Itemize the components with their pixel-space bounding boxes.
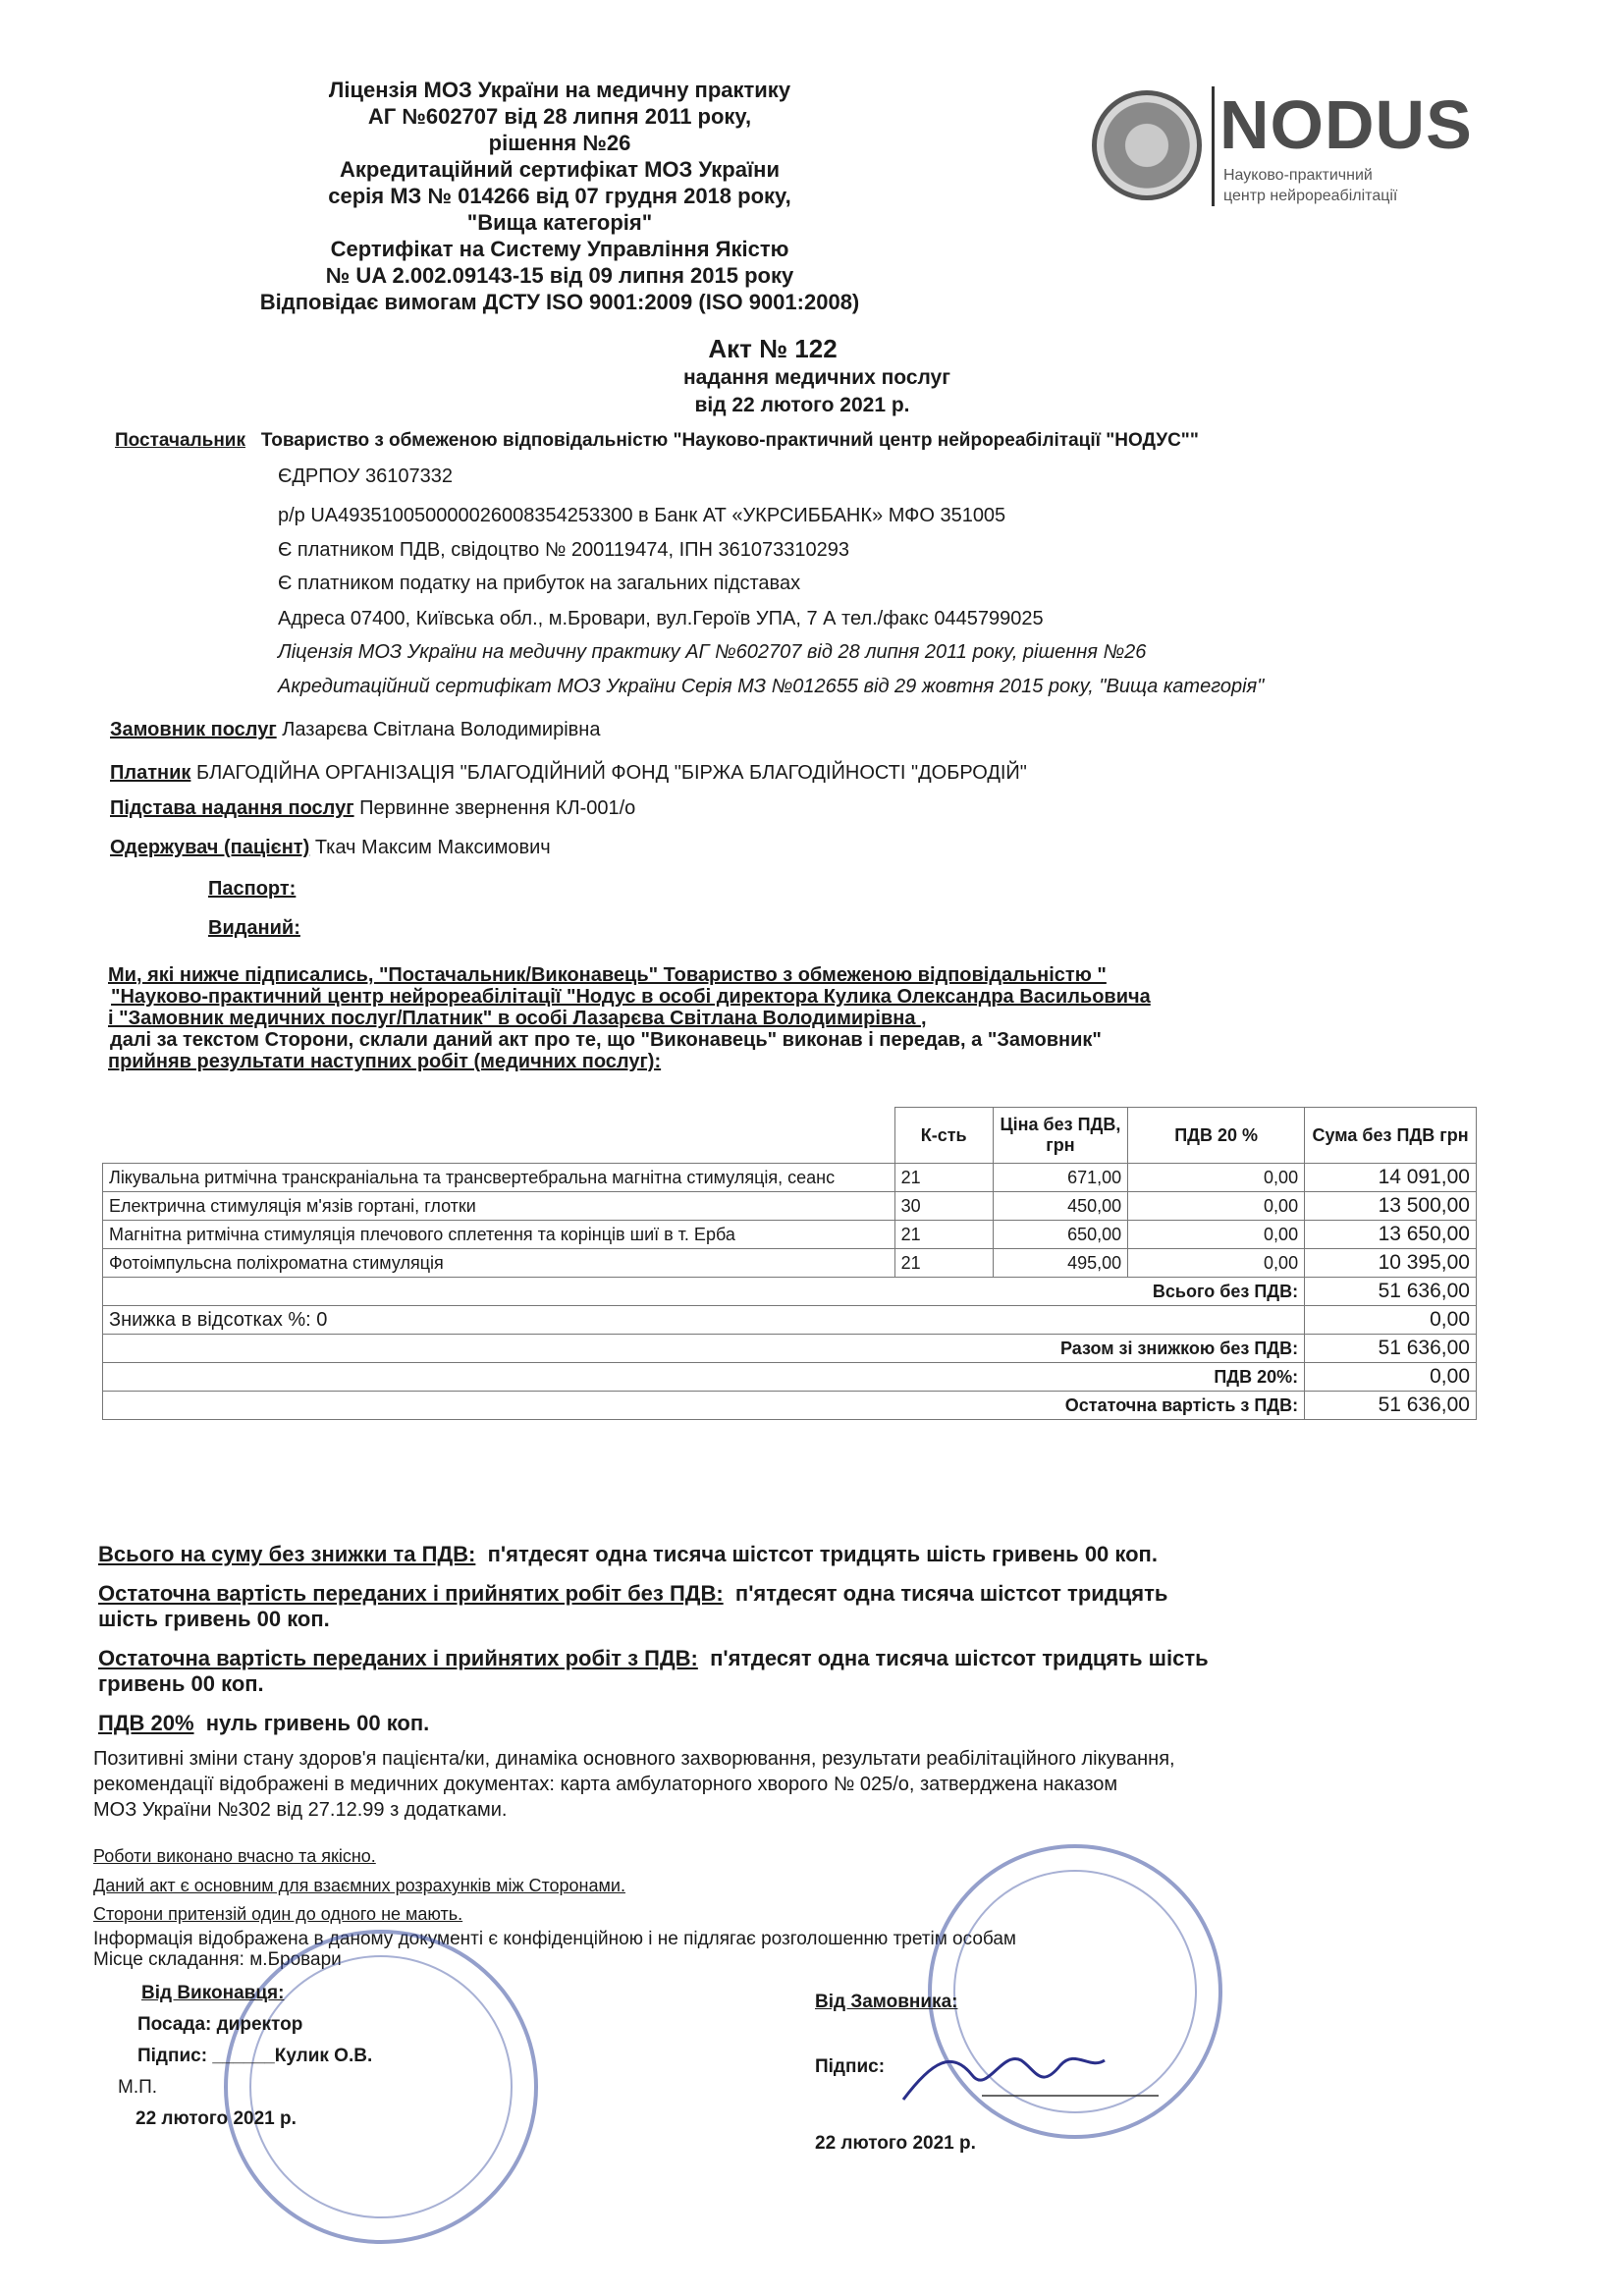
after-discount-label: Разом зі знижкою без ПДВ: [103, 1335, 1305, 1363]
supplier-vat: Є платником ПДВ, свідоцтво № 200119474, ІПН 361073310293 [278, 539, 849, 561]
notes-line: Позитивні зміни стану здоров'я пацієнта/ки, динаміка основного захворювання, результати реабілітаційного лікування, [93, 1748, 1175, 1770]
table-header: Ціна без ПДВ, грн [993, 1108, 1127, 1164]
header-line: рішення №26 [488, 131, 631, 155]
after-discount-value: 51 636,00 [1305, 1335, 1477, 1363]
table-header [103, 1108, 895, 1164]
service-vat: 0,00 [1128, 1192, 1305, 1221]
supplier-line [115, 430, 1199, 452]
table-header: ПДВ 20 % [1128, 1108, 1305, 1164]
confidentiality-note: Інформація відображена в даному документі є конфіденційною і не підлягає розголошенню третім особам [93, 1929, 1016, 1949]
supplier-label: Постачальник [115, 430, 245, 451]
supplier-sign-label: Від Виконавця: [141, 1983, 285, 2003]
sum-row [98, 1542, 1316, 1567]
sum-label: Всього на суму без знижки та ПДВ: [98, 1542, 476, 1566]
table-row [103, 1192, 1477, 1221]
service-qty: 30 [894, 1192, 993, 1221]
supplier-account: р/р UA493510050000026008354253300 в Банк АТ «УКРСИББАНК» МФО 351005 [278, 505, 1006, 526]
supplier-edrpou: ЄДРПОУ 36107332 [278, 465, 453, 487]
service-name: Електрична стимуляція м'язів гортані, глотки [103, 1192, 895, 1221]
customer-sign-label: Від Замовника: [815, 1992, 958, 2012]
place-of-signing: Місце складання: м.Бровари [93, 1949, 342, 1970]
recipient-label: Одержувач (пацієнт) [110, 837, 310, 858]
recipient-line [110, 837, 551, 859]
act-title: Акт № 122 [708, 334, 838, 363]
sum-row [98, 1581, 1316, 1632]
logo-name: NODUS [1219, 86, 1473, 163]
header-line: АГ №602707 від 28 липня 2011 року, [367, 104, 752, 129]
confirmations [93, 1846, 1016, 1970]
service-sum: 14 091,00 [1305, 1164, 1477, 1192]
customer-signature-block [815, 1992, 976, 2155]
header-line: Сертифікат на Систему Управління Якістю [330, 237, 789, 261]
act-title-block [0, 334, 1624, 419]
header-line: серія МЗ № 014266 від 07 грудня 2018 року, [328, 184, 791, 208]
service-name: Магнітна ритмічна стимуляція плечового сплетення та корінців шиї в т. Ерба [103, 1221, 895, 1249]
logo-divider [1212, 86, 1215, 206]
discount-row [103, 1306, 1477, 1335]
supplier-signature: Підпис: ______Кулик О.В. [137, 2046, 373, 2066]
total-row [103, 1278, 1477, 1306]
service-name: Лікувальна ритмічна транскраніальна та трансвертебральна магнітна стимуляція, сеанс [103, 1164, 895, 1192]
paragraph-line: далі за текстом Сторони, склали даний акт про те, що "Виконавець" виконав і передав, а "Замовник" [110, 1029, 1102, 1051]
basis-line [110, 797, 635, 820]
confirmation-line: Даний акт є основним для взаємних розрахунків між Сторонами. [93, 1876, 625, 1895]
discount-value: 0,00 [1305, 1306, 1477, 1335]
basis-value: Первинне звернення КЛ-001/о [359, 797, 636, 819]
passport-label: Паспорт: [208, 878, 297, 900]
issued-label: Виданий: [208, 917, 300, 939]
sum-words: п'ятдесят одна тисяча шістсот тридцять шість [710, 1646, 1209, 1670]
customer-label: Замовник послуг [110, 719, 277, 740]
customer-signature-label: Підпис: [815, 2056, 886, 2077]
service-sum: 10 395,00 [1305, 1249, 1477, 1278]
supplier-address: Адреса 07400, Київська обл., м.Бровари, вул.Героїв УПА, 7 А тел./факс 0445799025 [278, 608, 1044, 629]
service-sum: 13 650,00 [1305, 1221, 1477, 1249]
header-line: Акредитаційний сертифікат МОЗ України [340, 157, 780, 182]
service-vat: 0,00 [1128, 1221, 1305, 1249]
paragraph-line: і "Замовник медичних послуг/Платник" в особі Лазарєва Світлана Володимирівна , [108, 1008, 927, 1029]
service-name: Фотоімпульсна поліхроматна стимуляція [103, 1249, 895, 1278]
sum-row [98, 1711, 1316, 1736]
paragraph-line: Ми, які нижче підписались, "Постачальник/Виконавець" Товариство з обмеженою відповідальністю " [108, 964, 1107, 986]
paragraph-line: прийняв результати наступних робіт (медичних послуг): [108, 1051, 662, 1072]
table-header-row [103, 1108, 1477, 1164]
sum-words: п'ятдесят одна тисяча шістсот тридцять шість гривень 00 коп. [487, 1542, 1158, 1566]
supplier-license: Ліцензія МОЗ України на медичну практику АГ №602707 від 28 липня 2011 року, рішення №26 [278, 641, 1147, 663]
payer-line [110, 762, 1027, 785]
service-sum: 13 500,00 [1305, 1192, 1477, 1221]
table-row [103, 1249, 1477, 1278]
after-discount-row [103, 1335, 1477, 1363]
paragraph-line: "Науково-практичний центр нейрореабілітації "Нодус в особі директора Кулика Олександра Васильовича [111, 986, 1151, 1008]
service-price: 650,00 [993, 1221, 1127, 1249]
table-row [103, 1164, 1477, 1192]
recipient-name: Ткач Максим Максимович [314, 837, 551, 858]
customer-line [110, 719, 600, 741]
supplier-signature-block [118, 1978, 372, 2135]
discount-label: Знижка в відсотках %: 0 [103, 1306, 1305, 1335]
header-line: № UA 2.002.09143-15 від 09 липня 2015 року [325, 263, 794, 288]
table-header: Сума без ПДВ грн [1305, 1108, 1477, 1164]
sum-label: Остаточна вартість переданих і прийнятих робіт з ПДВ: [98, 1646, 698, 1670]
logo-subtitle-line: центр нейрореабілітації [1223, 188, 1398, 204]
notes [93, 1746, 1321, 1823]
notes-line: рекомендації відображені в медичних документах: карта амбулаторного хворого № 025/о, затверджена наказом [93, 1774, 1118, 1795]
payer-name: БЛАГОДІЙНА ОРГАНІЗАЦІЯ "БЛАГОДІЙНИЙ ФОНД "БІРЖА БЛАГОДІЙНОСТІ "ДОБРОДІЙ" [195, 762, 1027, 784]
handwritten-signature-icon [893, 2031, 1168, 2119]
header-line: "Вища категорія" [466, 210, 653, 235]
logo-subtitle [1223, 165, 1397, 206]
vat-value: 0,00 [1305, 1363, 1477, 1392]
supplier-position: Посада: директор [137, 2014, 303, 2035]
logo-subtitle-line: Науково-практичний [1223, 167, 1373, 184]
total-value: 51 636,00 [1305, 1278, 1477, 1306]
payer-label: Платник [110, 762, 191, 784]
service-price: 671,00 [993, 1164, 1127, 1192]
sum-words: нуль гривень 00 коп. [205, 1711, 430, 1735]
supplier-sign-date: 22 лютого 2021 р. [135, 2108, 297, 2129]
table-row [103, 1221, 1477, 1249]
final-label: Остаточна вартість з ПДВ: [103, 1392, 1305, 1420]
header-line: Ліцензія МОЗ України на медичну практику [328, 78, 791, 102]
service-vat: 0,00 [1128, 1249, 1305, 1278]
basis-label: Підстава надання послуг [110, 797, 354, 819]
supplier-accreditation: Акредитаційний сертифікат МОЗ України Серія МЗ №012655 від 29 жовтня 2015 року, "Вища категорія" [278, 676, 1265, 697]
customer-sign-date: 22 лютого 2021 р. [815, 2133, 976, 2154]
table-header: К-сть [894, 1108, 993, 1164]
notes-line: МОЗ України №302 від 27.12.99 з додатками. [93, 1799, 508, 1821]
supplier-name: Товариство з обмеженою відповідальністю "Науково-практичний центр нейрореабілітації "НОДУС"" [260, 430, 1199, 451]
service-qty: 21 [894, 1221, 993, 1249]
act-subtitle: надання медичних послуг [683, 366, 950, 389]
vat-label: ПДВ 20%: [103, 1363, 1305, 1392]
sum-words: шість гривень 00 коп. [98, 1607, 330, 1631]
service-qty: 21 [894, 1164, 993, 1192]
vat-row [103, 1363, 1477, 1392]
service-vat: 0,00 [1128, 1164, 1305, 1192]
header-line: Відповідає вимогам ДСТУ ISO 9001:2009 (ISO 9001:2008) [259, 290, 860, 314]
act-date: від 22 лютого 2021 р. [694, 394, 910, 416]
supplier-tax: Є платником податку на прибуток на загальних підставах [278, 573, 801, 594]
sum-words: гривень 00 коп. [98, 1671, 264, 1696]
sum-label: Остаточна вартість переданих і прийнятих робіт без ПДВ: [98, 1581, 724, 1606]
total-label: Всього без ПДВ: [103, 1278, 1305, 1306]
sum-label: ПДВ 20% [98, 1711, 194, 1735]
confirmation-line: Сторони притензій один до одного не мають. [93, 1904, 463, 1924]
stamp-place-label: М.П. [118, 2077, 158, 2098]
agreement-paragraph [108, 964, 1267, 1072]
license-header [177, 77, 943, 315]
confirmation-line: Роботи виконано вчасно та якісно. [93, 1846, 376, 1866]
logo-seal-icon [1092, 90, 1202, 200]
final-value: 51 636,00 [1305, 1392, 1477, 1420]
services-table [102, 1107, 1477, 1420]
service-price: 450,00 [993, 1192, 1127, 1221]
sum-words: п'ятдесят одна тисяча шістсот тридцять [734, 1581, 1168, 1606]
service-qty: 21 [894, 1249, 993, 1278]
final-row [103, 1392, 1477, 1420]
service-price: 495,00 [993, 1249, 1127, 1278]
sums-in-words [98, 1542, 1316, 1750]
customer-name: Лазарєва Світлана Володимирівна [282, 719, 601, 740]
nodus-logo [1092, 86, 1485, 214]
sum-row [98, 1646, 1316, 1697]
